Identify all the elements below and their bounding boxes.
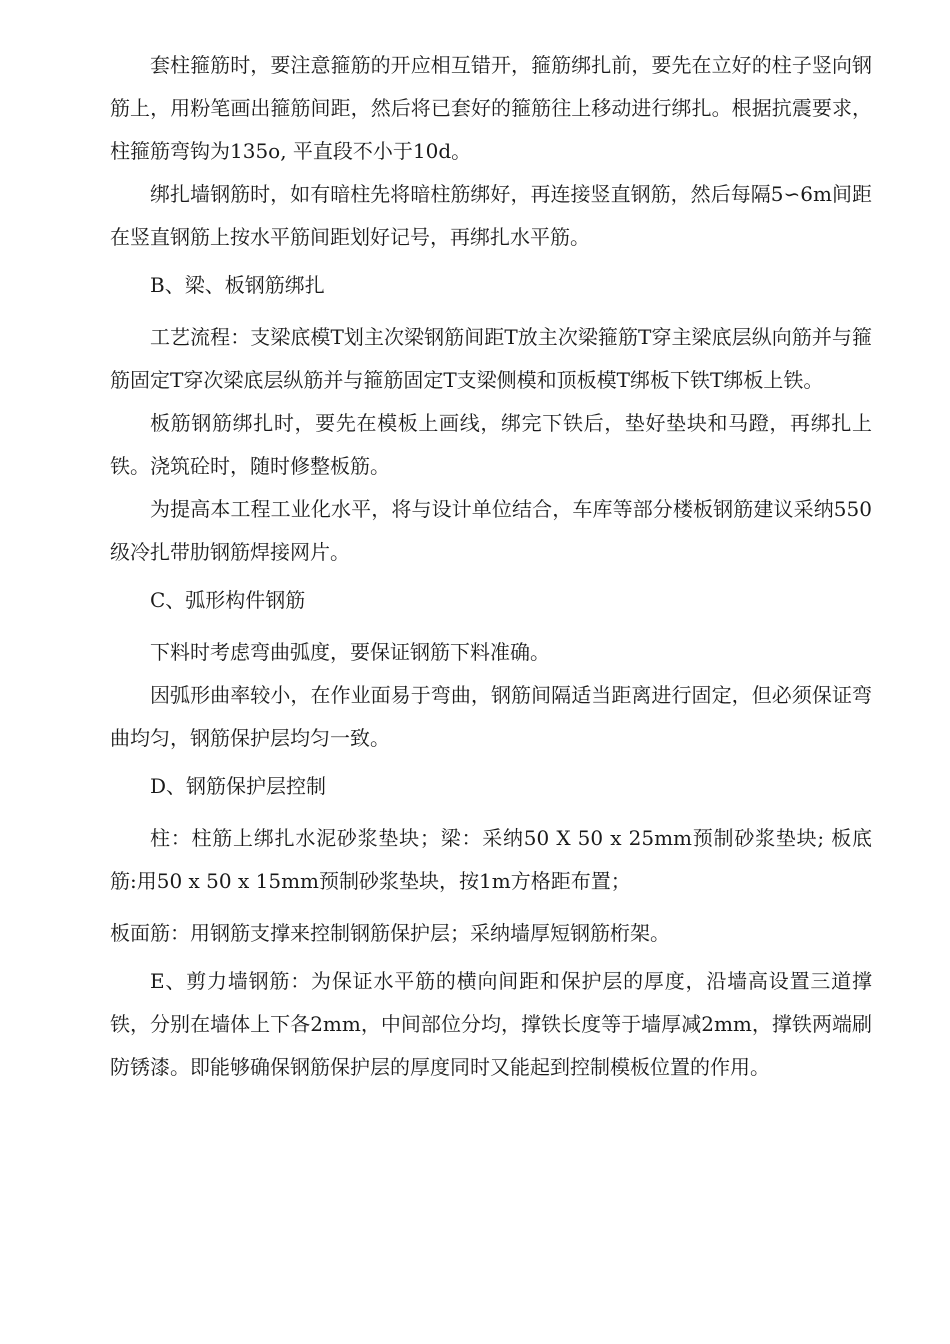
paragraph-slab-top-rebar: 板面筋：用钢筋支撑来控制钢筋保护层；采纳墙厚短钢筋桁架。 [110, 921, 670, 945]
paragraph-slab-rebar: 板筋钢筋绑扎时，要先在模板上画线，绑完下铁后，垫好垫块和马蹬，再绑扎上铁。浇筑砼时，随时修整板筋。 [110, 411, 872, 478]
section-heading-b: B、梁、板钢筋绑扎 [150, 273, 325, 297]
document-page [110, 44, 872, 1089]
section-heading-c: C、弧形构件钢筋 [150, 588, 306, 612]
paragraph-arc-bending: 因弧形曲率较小，在作业面易于弯曲，钢筋间隔适当距离进行固定，但必须保证弯曲均匀，钢筋保护层均匀一致。 [110, 683, 872, 750]
paragraph-process-flow: 工艺流程：支梁底模T划主次梁钢筋间距T放主次梁箍筋T穿主梁底层纵向筋并与箍筋固定T穿次梁底层纵筋并与箍筋固定T支梁侧模和顶板模T绑板下铁T绑板上铁。 [110, 325, 872, 392]
paragraph-shear-wall: E、剪力墙钢筋：为保证水平筋的横向间距和保护层的厚度，沿墙高设置三道撑铁，分别在墙体上下各2mm，中间部位分均，撑铁长度等于墙厚减2mm，撑铁两端刷防锈漆。即能够确保钢筋保护层的厚度同时又能起到控制模板位置的作用。 [110, 969, 872, 1079]
paragraph-cover-blocks: 柱：柱筋上绑扎水泥砂浆垫块；梁：采纳50 X 50 x 25mm预制砂浆垫块; 板底筋:用50 x 50 x 15mm预制砂浆垫块，按1m方格距布置； [110, 826, 872, 893]
paragraph-cutting: 下料时考虑弯曲弧度，要保证钢筋下料准确。 [150, 640, 550, 664]
paragraph-industrialization: 为提高本工程工业化水平，将与设计单位结合，车库等部分楼板钢筋建议采纳550级冷扎带肋钢筋焊接网片。 [110, 497, 872, 564]
paragraph-column-stirrups: 套柱箍筋时，要注意箍筋的开应相互错开，箍筋绑扎前，要先在立好的柱子竖向钢筋上，用粉笔画出箍筋间距，然后将已套好的箍筋往上移动进行绑扎。根据抗震要求，柱箍筋弯钩为135o, 平直段不小于10d。 [110, 53, 872, 163]
section-heading-d: D、钢筋保护层控制 [150, 774, 327, 798]
paragraph-wall-rebar: 绑扎墙钢筋时，如有暗柱先将暗柱筋绑好，再连接竖直钢筋，然后每隔5∽6m间距在竖直钢筋上按水平筋间距划好记号，再绑扎水平筋。 [110, 182, 872, 249]
